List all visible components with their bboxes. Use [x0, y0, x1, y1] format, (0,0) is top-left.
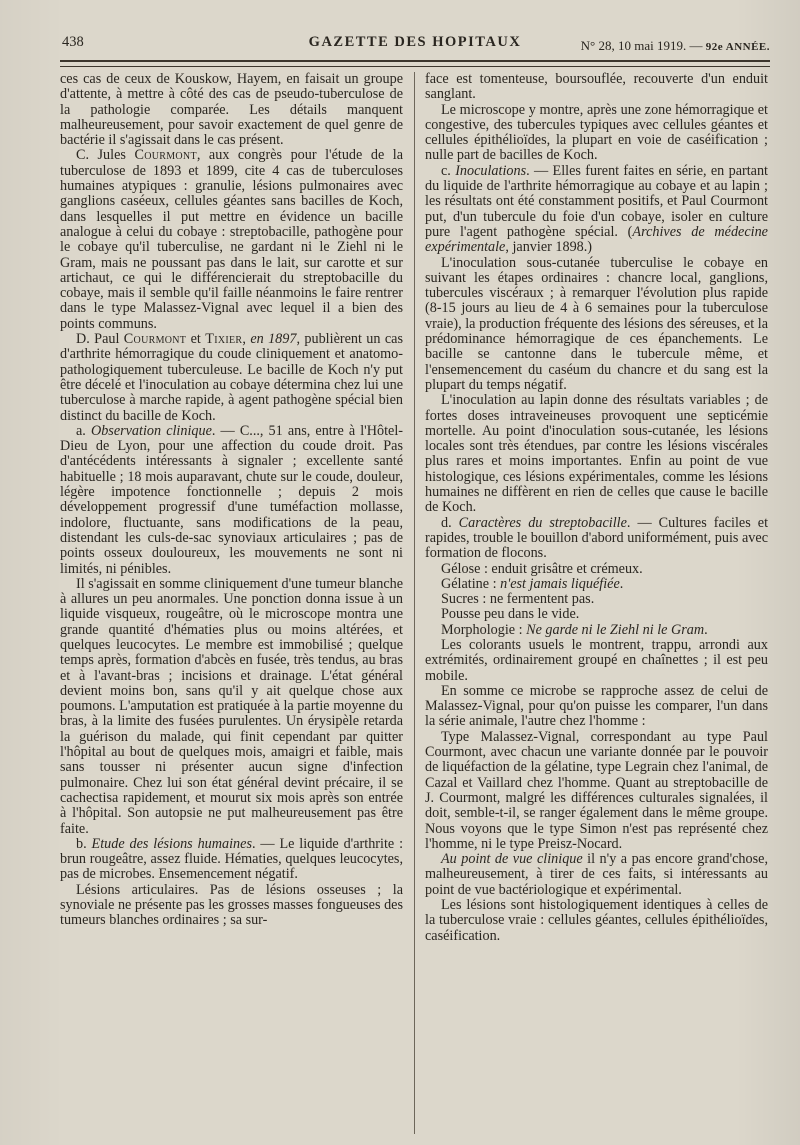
- section-heading: Inoculations: [455, 162, 527, 179]
- text-run-italic: n'est jamais liquéfiée: [500, 575, 620, 592]
- issue-info: [581, 38, 770, 54]
- text-run: , aux congrès pour l'étude de la tuberculose de 1893 et 1899, cite 4 cas de tuberculoses humaines atypiques : granulie, lésions pulmonaires avec ganglions caséeux, cellules géantes sans bacilles de Koch, dans lesquelles il put mettre en évidence un bacille analogue à celui du cobaye : streptobacille, pathogène pour le cobaye qu'il tuberculise, ne gardant ni le Ziehl ni le Gram, mais ne poussant pas dans le lait, sur carotte et sur artichaut, ce qui le différencierait du streptobacille du cobaye, mais il semble qu'il faille néanmoins le faire rentrer dans le type Malassez-Vignal avec lequel il a bien des points communs.: [60, 147, 403, 332]
- section-heading: Etude des lésions humaines: [91, 835, 252, 852]
- text-run: . — Elles furent faites en série, en partant du liquide de l'arthrite hémorragique au cobaye et au lapin ; les résultats ont été constamment positifs, et Paul Courmont put, d'un tubercule du foie d'un cobaye, isoler en culture pure l'agent pathogène spécial. (: [425, 162, 768, 240]
- header-rule-thin: [60, 66, 770, 67]
- page-number: 438: [62, 34, 84, 50]
- text-run-italic: en 1897: [250, 331, 297, 348]
- paragraph: [60, 424, 403, 577]
- list-line: Gélose : enduit grisâtre et crémeux.: [441, 560, 643, 577]
- paragraph: [60, 837, 403, 883]
- text-run: et: [186, 331, 206, 348]
- text-run: C. Jules: [76, 147, 135, 164]
- paragraph: L'inoculation au lapin donne des résultats variables ; de fortes doses intraveineuses provoquent une septicémie mortelle. Au point d'inoculation sous-cutanée, les lésions locales sont très étendues, par contre les lésions viscérales plus rares et moins importantes. Enfin au point de vue histologique, ces lésions expérimentales, comme les lésions humaines ne diffèrent en rien de celles que cause le bacille de Koch.: [425, 392, 768, 516]
- citation: Archives de médecine expérimentale: [425, 223, 768, 256]
- text-run: Gélatine :: [441, 575, 501, 592]
- text-run: ,: [242, 331, 251, 348]
- text-run: b.: [76, 835, 92, 852]
- header-rule-thick: [60, 60, 770, 62]
- paragraph: ces cas de ceux de Kouskow, Hayem, en faisait un groupe d'attente, à mettre à côté des cas de pseudo-tuberculose de la pathologie comparée. Les détails manquent malheureusement, pour savoir exactement de quel genre de bactérie il s'agissait dans le cas présent.: [60, 71, 403, 149]
- paragraph: [425, 164, 768, 256]
- paragraph: face est tomenteuse, boursouflée, recouverte d'un enduit sanglant.: [425, 71, 768, 103]
- journal-title: GAZETTE DES HOPITAUX: [308, 34, 522, 50]
- list-line: Sucres : ne fermentent pas.: [441, 591, 595, 608]
- left-column: [60, 72, 403, 929]
- text-run: . — Cultures faciles et rapides, trouble le bouillon d'abord uniformément, puis avec formation de flocons.: [425, 514, 769, 562]
- list-line: Pousse peu dans le vide.: [441, 606, 580, 623]
- issue-year: 92e ANNÉE.: [705, 41, 770, 53]
- text-run: Morphologie :: [441, 621, 527, 638]
- section-heading: Observation clinique: [90, 422, 212, 439]
- paragraph: Les lésions sont histologiquement identiques à celles de la tuberculose vraie : cellules géantes, cellules épithélioïdes, caséification.: [425, 897, 768, 944]
- paragraph: [425, 516, 768, 562]
- paragraph: Lésions articulaires. Pas de lésions osseuses ; la synoviale ne présente pas les grosses masses fongueuses des tumeurs blanches ordinaires ; sa sur-: [60, 881, 403, 929]
- paragraph: L'inoculation sous-cutanée tuberculise le cobaye en suivant les étapes ordinaires : chancre local, ganglions, tubercules viscéraux ; à remarquer l'évolution plus rapide (8-15 jours au lieu de 4 à 6 semaines pour la tuberculose vraie), la production fréquente des lésions des séreuses, et la prédominance hémorragique de ces épanchements. Le bacille se cantonne dans le tubercule même, et l'ensemencement du caséum du chancre et du sang est la plupart du temps négatif.: [425, 254, 768, 393]
- column-divider: [414, 72, 415, 1134]
- right-column: [425, 72, 768, 944]
- author-name: Tixier: [205, 331, 243, 348]
- text-run: .: [619, 575, 624, 592]
- text-run: d.: [441, 514, 459, 531]
- list-line: [425, 577, 768, 592]
- paragraph: Le microscope y montre, après une zone hémorragique et congestive, des tubercules typiques avec cellules géantes et cellules épithélioïdes, la plupart en voie de caséification ; nulle part de bacilles de Koch.: [425, 101, 768, 164]
- text-run: , publièrent un cas d'arthrite hémorragique du coude cliniquement et anatomo-pathologiquement tuberculeuse. Le bacille de Koch n'y put être décelé et l'inoculation au cobaye détermina chez lui une tuberculose à marche rapide, à agent pathogène spécial bien distinct du bacille de Koch.: [60, 331, 403, 424]
- issue-date: N° 28, 10 mai 1919. —: [580, 38, 706, 53]
- paragraph: En somme ce microbe se rapproche assez de celui de Malassez-Vignal, pour qu'on puisse les comparer, l'un dans la série animale, l'autre chez l'homme :: [425, 682, 768, 730]
- paragraph: [425, 852, 768, 898]
- paragraph: [60, 332, 403, 424]
- paragraph: [60, 148, 403, 332]
- text-run: , janvier 1898.): [505, 239, 593, 256]
- paragraph: Type Malassez-Vignal, correspondant au type Paul Courmont, avec chacun une variante donnée par le pouvoir de liquéfaction de la gélatine, type Legrain chez l'animal, de Cazal et Vaillard chez l'homme. Quant au streptobacille de J. Courmont, malgré les différences culturales signalées, il doit, semble-t-il, se ranger également dans le même groupe. Nous voyons que le type Simon n'est pas représenté chez l'homme, ni le type Preisz-Nocard.: [425, 728, 768, 852]
- author-name: Courmont: [123, 331, 187, 348]
- text-run: . — Le liquide d'arthrite : brun rougeâtre, assez fluide. Hématies, quelques leucocytes, pas de microbes. Ensemencement négatif.: [60, 835, 404, 883]
- section-heading: Au point de vue clinique: [441, 851, 583, 868]
- text-run-italic: Ne garde ni le Ziehl ni le Gram: [526, 621, 705, 638]
- list-line: [425, 623, 768, 638]
- text-run: . — C..., 51 ans, entre à l'Hôtel-Dieu de Lyon, pour une affection du coude droit. Pas d'antécédents intéressants à signaler ; excellente santé habituelle ; 18 mois auparavant, chute sur le coude, douleur, légère impotence fonctionnelle ; depuis 2 mois développement progressif d'une tuméfaction mollasse, indolore, fluctuante, sans modifications de la peau, distendant les culs-de-sac synoviaux articulaires ; pas de points osseux douloureux, les mouvements ne sont ni limités, ni pénibles.: [60, 422, 403, 577]
- page-header: [60, 28, 770, 58]
- paragraph: Il s'agissait en somme cliniquement d'une tumeur blanche à allures un peu anormales. Une ponction donna issue à un liquide visqueux, rougeâtre, où le microscope montra une grande quantité d'hématies plus ou moins altérées, et quelques leucocytes. Le membre est immobilisé ; quelque temps après, formation d'abcès en fusée, très tendus, au bras et à l'avant-bras ; incisions et drainage. L'état général devient moins bon, sans qu'il y ait quelque chose aux poumons. L'amputation est pratiquée à la partie moyenne du bras, à la limite des fusées purulentes. Un érysipèle retarda la guérison du malade, qui finit cependant par quitter l'hôpital au bout de quelques mois, amaigri et faible, mais sans tousser ni présenter aucun signe d'infection pulmonaire. Chez lui son état général devint précaire, il se cachectisa rapidement, et mourut six mois après son entrée à l'hôpital. Son autopsie ne put malheureusement pas être faite.: [60, 575, 404, 837]
- text-run: D. Paul: [76, 331, 124, 348]
- text-run: c.: [441, 162, 456, 179]
- text-run: .: [704, 621, 708, 638]
- section-heading: Caractères du streptobacille: [458, 514, 627, 531]
- paragraph: Les colorants usuels le montrent, trappu, arrondi aux extrémités, ordinairement groupé en chaînettes ; il est peu mobile.: [425, 636, 768, 684]
- text-run: a.: [76, 422, 91, 439]
- author-name: Courmont: [134, 147, 197, 164]
- text-run: il n'y a pas encore grand'chose, malheureusement, à tirer de ces faits, si intéressants au point de vue bactériologique et expérimental.: [425, 851, 768, 898]
